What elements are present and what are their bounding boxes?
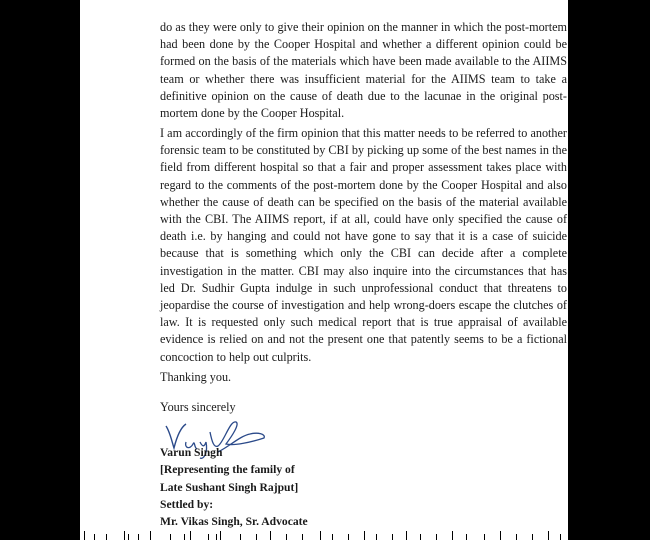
scan-mark [560, 534, 561, 540]
scan-mark [240, 534, 241, 540]
scan-mark [516, 534, 517, 540]
scan-mark [392, 534, 393, 540]
letter-paragraph-2: I am accordingly of the firm opinion that this matter needs to be referred to another forensic team to be constituted by CBI by picking up some of the best names in the field from different hospital so that a fair and proper assessment takes place with regard to the comments of the post-mortem done by the Cooper Hospital and also whether the cause of death can be specified on the basis of the material available with the CBI. The AIIMS report, if at all, could have only specified the cause of death i.e. by hanging and could not have gone to say that it is a case of suicide because that is something which only the CBI can decide after a complete investigation in the matter. CBI may also inquire into the circumstances that has led Dr. Sudhir Gupta indulge in such unprofessional conduct that threatens to jeopardise the course of investigation and help wrong-doers escape the clutches of law. It is requested only such medical report that is true appraisal of available evidence is relied on and not the present one that patently seems to be a fictional concoction to help out culprits. [160, 126, 567, 364]
scan-mark [256, 534, 257, 540]
scan-mark [532, 534, 533, 540]
scan-mark [94, 534, 95, 540]
scan-mark [348, 534, 349, 540]
scan-mark [150, 531, 151, 540]
scan-mark [320, 531, 321, 540]
settled-by-name: Mr. Vikas Singh, Sr. Advocate [160, 515, 308, 529]
scan-mark [270, 531, 271, 540]
closing-line: Yours sincerely [160, 400, 236, 414]
signatory-role-line-1: [Representing the family of [160, 463, 295, 477]
scan-mark [452, 531, 453, 540]
signatory-role-line-2: Late Sushant Singh Rajput] [160, 480, 299, 494]
scan-mark [124, 531, 125, 540]
scan-mark [170, 534, 171, 540]
scan-mark [138, 534, 139, 540]
scan-mark [500, 531, 501, 540]
signatory-name: Varun Singh [160, 446, 223, 459]
settled-by-label: Settled by: [160, 497, 214, 511]
scan-mark [286, 534, 287, 540]
scan-mark [106, 534, 107, 540]
scan-mark [436, 534, 437, 540]
scan-mark [548, 531, 549, 540]
scan-mark [190, 531, 191, 540]
scan-mark [128, 534, 129, 540]
scan-mark [302, 534, 303, 540]
letter-paragraph-1: do as they were only to give their opinion on the manner in which the post-mortem had been done by the Cooper Hospital and whether a different opinion could be formed on the basis of the materials which have been made available to the AIIMS team or whether there was insufficient material for the AIIMS team to take a definitive opinion on the cause of death due to the lacunae in the original post-mortem done by the Cooper Hospital. [160, 20, 567, 121]
scan-barcode-strip [80, 530, 568, 540]
scan-mark [364, 531, 365, 540]
scan-mark [484, 534, 485, 540]
scan-mark [406, 531, 407, 540]
signature-block [160, 444, 308, 530]
letter-page [80, 0, 568, 540]
scan-mark [466, 534, 467, 540]
thanks-line: Thanking you. [160, 370, 232, 384]
scan-mark [220, 531, 221, 540]
scan-mark [376, 534, 377, 540]
scan-mark [216, 534, 217, 540]
scan-mark [208, 534, 209, 540]
scan-mark [332, 534, 333, 540]
scan-mark [420, 534, 421, 540]
scan-mark [184, 534, 185, 540]
scan-mark [84, 531, 85, 540]
